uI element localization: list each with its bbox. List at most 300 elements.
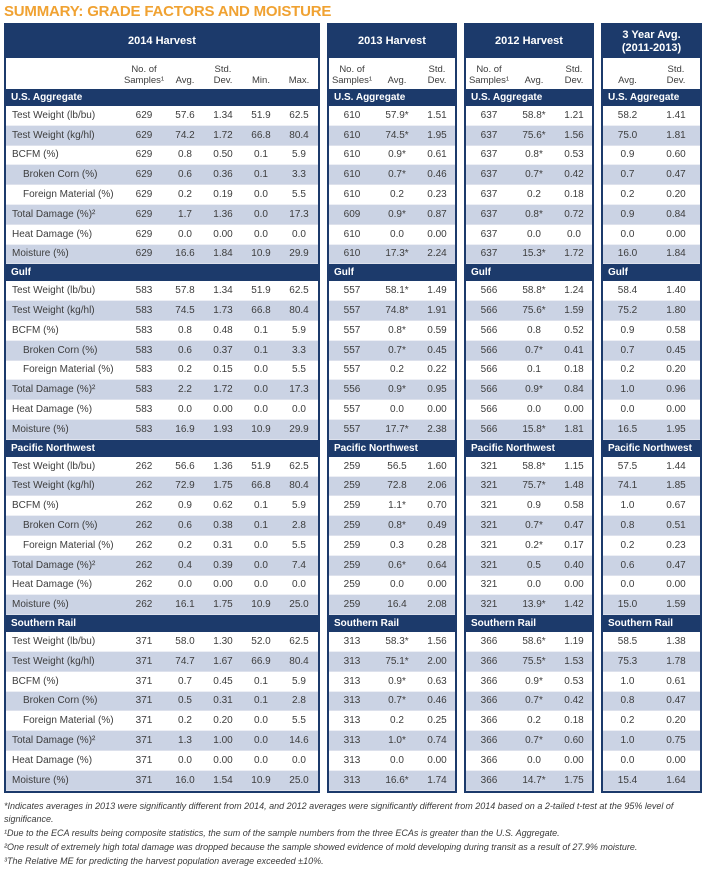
table-row <box>603 711 700 731</box>
data-cell: 2.00 <box>427 655 447 667</box>
table-row <box>6 380 318 400</box>
data-cell: 1.1* <box>388 500 406 512</box>
data-cell: 1.56 <box>427 636 447 648</box>
data-cell: 58.1* <box>385 285 409 297</box>
data-cell: 56.5 <box>387 460 407 472</box>
harvest-block-1 <box>327 23 457 793</box>
row-label: Foreign Material (%) <box>23 364 114 376</box>
data-cell: 0.00 <box>213 579 233 591</box>
table-row <box>466 652 592 672</box>
row-label: Test Weight (kg/hl) <box>12 305 95 317</box>
table-row <box>329 420 455 440</box>
table-row <box>329 301 455 321</box>
data-cell: 2.8 <box>292 695 306 707</box>
section-header: U.S. Aggregate <box>603 89 700 106</box>
data-cell: 0.8* <box>388 520 406 532</box>
row-label: Total Damage (%)² <box>12 384 96 396</box>
data-cell: 0.0 <box>390 579 404 591</box>
data-cell: 0.9* <box>388 149 406 161</box>
column-header-line: No. of <box>476 64 502 75</box>
data-cell: 1.78 <box>666 655 686 667</box>
table-row <box>329 341 455 361</box>
section-header: Pacific Northwest <box>6 440 318 457</box>
data-cell: 0.37 <box>213 344 233 356</box>
column-headers <box>466 58 592 89</box>
column-header-line: Std. <box>667 64 685 75</box>
table-row <box>603 205 700 225</box>
data-cell: 0.7* <box>525 169 543 181</box>
data-cell: 0.1 <box>254 675 268 687</box>
data-cell: 629 <box>135 228 153 240</box>
data-cell: 610 <box>343 169 361 181</box>
column-header-line: Samples¹ <box>123 75 165 86</box>
data-cell: 0.00 <box>427 579 447 591</box>
data-cell: 0.0 <box>390 754 404 766</box>
table-row <box>466 576 592 596</box>
row-label: BCFM (%) <box>12 675 59 687</box>
section-header: Gulf <box>329 264 455 281</box>
data-cell: 629 <box>135 208 153 220</box>
data-cell: 1.74 <box>427 774 447 786</box>
section-header: U.S. Aggregate <box>329 89 455 106</box>
data-cell: 0.19 <box>213 189 233 201</box>
table-row <box>6 185 318 205</box>
table-row <box>603 165 700 185</box>
table-row <box>6 146 318 166</box>
data-cell: 0.0 <box>620 404 635 416</box>
data-cell: 57.9* <box>385 109 409 121</box>
data-cell: 62.5 <box>289 285 309 297</box>
data-cell: 0.9 <box>620 208 635 220</box>
section-header: Southern Rail <box>329 615 455 632</box>
data-cell: 62.5 <box>289 636 309 648</box>
data-cell: 0.00 <box>666 228 686 240</box>
data-cell: 75.6* <box>522 129 546 141</box>
harvest-block-2 <box>464 23 594 793</box>
year-title: 2012 Harvest <box>495 35 563 47</box>
data-cell: 366 <box>480 735 498 746</box>
column-header-line: Std. <box>565 64 583 75</box>
data-cell: 1.80 <box>666 305 686 317</box>
data-cell: 3.3 <box>292 344 306 356</box>
data-cell: 583 <box>135 404 153 416</box>
data-cell: 262 <box>135 480 153 492</box>
data-cell: 629 <box>135 109 153 121</box>
data-cell: 0.0 <box>254 559 268 571</box>
data-cell: 0.53 <box>564 149 584 161</box>
data-cell: 0.75 <box>666 735 686 746</box>
data-cell: 0.47 <box>564 520 584 532</box>
data-cell: 262 <box>135 500 153 512</box>
data-cell: 16.1 <box>175 599 195 611</box>
data-cell: 1.00 <box>213 735 233 746</box>
data-cell: 0.1 <box>527 364 541 376</box>
data-cell: 0.2 <box>390 715 404 727</box>
data-cell: 16.6 <box>175 248 195 260</box>
column-headers <box>329 58 455 89</box>
table-row <box>603 751 700 771</box>
data-cell: 0.8* <box>525 149 543 161</box>
data-cell: 262 <box>135 579 153 591</box>
data-cell: 371 <box>135 774 153 786</box>
column-header-line: Samples¹ <box>468 75 510 86</box>
table-row <box>329 632 455 652</box>
data-cell: 0.1 <box>254 169 268 181</box>
data-cell: 366 <box>480 695 498 707</box>
column-header-line: Samples¹ <box>331 75 373 86</box>
data-cell: 0.8 <box>620 520 635 532</box>
data-cell: 1.36 <box>213 208 233 220</box>
data-cell: 259 <box>343 559 361 571</box>
column-header-line: No. of <box>131 64 157 75</box>
data-cell: 29.9 <box>289 248 309 260</box>
table-row <box>329 185 455 205</box>
row-label: Test Weight (kg/hl) <box>12 655 95 667</box>
data-cell: 2.2 <box>178 384 192 396</box>
table-row <box>466 380 592 400</box>
data-cell: 0.1 <box>254 520 268 532</box>
data-cell: 0.20 <box>666 189 686 201</box>
table-row <box>6 595 318 615</box>
data-cell: 0.60 <box>666 149 686 161</box>
data-cell: 51.9 <box>251 285 271 297</box>
data-cell: 7.4 <box>292 559 306 571</box>
page-title: SUMMARY: GRADE FACTORS AND MOISTURE <box>4 3 332 20</box>
data-cell: 366 <box>480 774 498 786</box>
section-header: Southern Rail <box>466 615 592 632</box>
table-row <box>603 420 700 440</box>
table-row <box>329 771 455 791</box>
row-label: Heat Damage (%) <box>12 228 93 240</box>
data-cell: 57.8 <box>175 285 195 297</box>
table-row <box>6 245 318 265</box>
data-cell: 0.6* <box>388 559 406 571</box>
data-cell: 1.36 <box>213 460 233 472</box>
table-row <box>6 632 318 652</box>
data-cell: 557 <box>343 344 361 356</box>
data-cell: 0.00 <box>213 754 233 766</box>
data-cell: 25.0 <box>289 774 309 786</box>
data-cell: 0.00 <box>213 404 233 416</box>
column-header <box>280 75 318 86</box>
data-cell: 0.6 <box>178 169 192 181</box>
data-cell: 583 <box>135 344 153 356</box>
data-cell: 313 <box>343 754 361 766</box>
data-cell: 10.9 <box>251 774 271 786</box>
data-cell: 321 <box>480 539 498 551</box>
data-cell: 0.00 <box>666 404 686 416</box>
column-header <box>556 64 592 86</box>
section-header: Gulf <box>466 264 592 281</box>
table-row <box>603 536 700 556</box>
data-cell: 0.9* <box>388 384 406 396</box>
data-cell: 1.3 <box>178 735 192 746</box>
data-cell: 259 <box>343 500 361 512</box>
section-header: U.S. Aggregate <box>6 89 318 106</box>
data-cell: 0.6 <box>178 344 192 356</box>
data-cell: 0.2 <box>390 364 404 376</box>
data-cell: 75.2 <box>617 305 638 317</box>
data-cell: 0.45 <box>666 344 686 356</box>
data-cell: 366 <box>480 715 498 727</box>
table-row <box>603 576 700 596</box>
footnote-0: *Indicates averages in 2013 were significantly different from 2014, and 2012 averages were significantly different from 2014 based on a 2-tailed t-test at the 95% level of significance. <box>4 800 674 824</box>
data-cell: 0.8 <box>527 324 541 336</box>
data-cell: 557 <box>343 364 361 376</box>
table-row <box>603 595 700 615</box>
data-cell: 259 <box>343 480 361 492</box>
row-label: Test Weight (kg/hl) <box>12 129 95 141</box>
data-cell: 321 <box>480 559 498 571</box>
column-headers <box>6 58 318 89</box>
data-cell: 0.15 <box>213 364 233 376</box>
data-cell: 371 <box>135 655 153 667</box>
year-title: 3 Year Avg. <box>622 28 681 41</box>
data-cell: 1.30 <box>213 636 233 648</box>
data-cell: 0.2 <box>620 364 635 376</box>
data-cell: 0.74 <box>427 735 447 746</box>
year-title: 2014 Harvest <box>128 35 196 47</box>
data-cell: 610 <box>343 149 361 161</box>
data-cell: 557 <box>343 285 361 297</box>
section-header: Pacific Northwest <box>329 440 455 457</box>
data-cell: 0.7 <box>620 344 635 356</box>
table-row <box>329 165 455 185</box>
column-header <box>419 64 455 86</box>
data-cell: 313 <box>343 675 361 687</box>
data-cell: 0.0 <box>254 364 268 376</box>
row-label: Test Weight (lb/bu) <box>12 460 96 472</box>
year-band <box>6 25 318 58</box>
table-row <box>466 536 592 556</box>
data-cell: 0.28 <box>427 539 447 551</box>
data-cell: 0.8 <box>620 695 635 707</box>
data-cell: 566 <box>480 305 498 317</box>
data-cell: 0.63 <box>427 675 447 687</box>
data-cell: 66.8 <box>251 480 271 492</box>
column-header-line: Dev. <box>666 75 686 86</box>
row-label: Foreign Material (%) <box>23 539 114 551</box>
data-cell: 0.7* <box>525 735 543 746</box>
data-cell: 0.9* <box>525 384 543 396</box>
table-row <box>329 380 455 400</box>
data-cell: 262 <box>135 460 153 472</box>
table-row <box>466 225 592 245</box>
data-cell: 2.8 <box>292 520 306 532</box>
data-cell: 557 <box>343 324 361 336</box>
data-cell: 1.15 <box>564 460 584 472</box>
table-row <box>329 146 455 166</box>
section-header: U.S. Aggregate <box>466 89 592 106</box>
data-cell: 16.6* <box>385 774 409 786</box>
data-cell: 1.72 <box>213 384 233 396</box>
data-cell: 0.42 <box>564 695 584 707</box>
footnote-3: ³The Relative ME for predicting the harvest population average exceeded ±10%. <box>4 856 324 866</box>
table-row <box>329 692 455 712</box>
data-cell: 321 <box>480 500 498 512</box>
data-cell: 637 <box>480 149 498 161</box>
data-cell: 5.5 <box>292 189 306 201</box>
data-cell: 259 <box>343 460 361 472</box>
data-cell: 0.42 <box>564 169 584 181</box>
data-cell: 0.48 <box>213 324 233 336</box>
data-cell: 0.45 <box>213 675 233 687</box>
data-cell: 0.18 <box>564 364 584 376</box>
row-label: Broken Corn (%) <box>23 169 98 181</box>
table-row <box>329 457 455 477</box>
table-row <box>329 711 455 731</box>
data-cell: 0.0 <box>254 404 268 416</box>
data-cell: 262 <box>135 520 153 532</box>
table-row <box>603 652 700 672</box>
data-cell: 0.0 <box>254 579 268 591</box>
data-cell: 1.34 <box>213 109 233 121</box>
summary-table <box>0 23 706 793</box>
data-cell: 0.47 <box>666 559 686 571</box>
table-row <box>6 672 318 692</box>
column-header-line: Std. <box>214 64 232 75</box>
table-row <box>329 652 455 672</box>
table-row <box>466 496 592 516</box>
data-cell: 0.7* <box>388 169 406 181</box>
table-row <box>6 281 318 301</box>
table-row <box>466 146 592 166</box>
data-cell: 51.9 <box>251 460 271 472</box>
data-cell: 17.3 <box>289 384 309 396</box>
table-row <box>603 556 700 576</box>
data-cell: 0.6 <box>620 559 635 571</box>
data-cell: 0.20 <box>666 715 686 727</box>
data-cell: 0.47 <box>666 695 686 707</box>
data-cell: 1.75 <box>564 774 584 786</box>
data-cell: 5.5 <box>292 539 306 551</box>
data-cell: 74.5* <box>385 129 409 141</box>
table-row <box>329 400 455 420</box>
data-cell: 0.00 <box>427 754 447 766</box>
data-cell: 0.61 <box>666 675 686 687</box>
data-cell: 0.00 <box>564 579 584 591</box>
data-cell: 0.9* <box>388 208 406 220</box>
year-title: 2013 Harvest <box>358 35 426 47</box>
table-row <box>466 361 592 381</box>
data-cell: 0.50 <box>213 149 233 161</box>
data-cell: 0.1 <box>254 500 268 512</box>
row-label: Broken Corn (%) <box>23 520 98 532</box>
table-row <box>329 496 455 516</box>
data-cell: 80.4 <box>289 305 309 317</box>
data-cell: 1.73 <box>213 305 233 317</box>
column-header <box>242 75 280 86</box>
table-row <box>603 771 700 791</box>
data-cell: 566 <box>480 404 498 416</box>
data-cell: 1.0 <box>620 675 635 687</box>
table-row <box>603 731 700 751</box>
table-row <box>603 457 700 477</box>
harvest-block-0 <box>4 23 320 793</box>
data-cell: 583 <box>135 364 153 376</box>
data-cell: 0.46 <box>427 695 447 707</box>
data-cell: 1.0 <box>620 735 635 746</box>
data-cell: 1.0 <box>620 500 635 512</box>
column-header-line: No. of <box>339 64 365 75</box>
data-cell: 74.2 <box>175 129 195 141</box>
data-cell: 17.7* <box>385 423 409 435</box>
data-cell: 313 <box>343 636 361 648</box>
data-cell: 75.1* <box>385 655 409 667</box>
row-label: Test Weight (kg/hl) <box>12 480 95 492</box>
table-row <box>329 516 455 536</box>
table-row <box>466 185 592 205</box>
data-cell: 5.5 <box>292 715 306 727</box>
data-cell: 1.54 <box>213 774 233 786</box>
table-row <box>466 595 592 615</box>
data-cell: 0.49 <box>427 520 447 532</box>
data-cell: 13.9* <box>522 599 546 611</box>
data-cell: 0.84 <box>666 208 686 220</box>
data-cell: 371 <box>135 735 153 746</box>
table-row <box>466 321 592 341</box>
section-header: Southern Rail <box>603 615 700 632</box>
data-cell: 313 <box>343 715 361 727</box>
data-cell: 3.3 <box>292 169 306 181</box>
harvest-block-3 <box>601 23 702 793</box>
data-cell: 0.0 <box>254 735 268 746</box>
data-cell: 5.9 <box>292 500 306 512</box>
table-row <box>603 185 700 205</box>
column-header <box>652 64 700 86</box>
column-header <box>603 75 652 86</box>
data-cell: 583 <box>135 384 153 396</box>
table-row <box>603 361 700 381</box>
table-row <box>603 126 700 146</box>
table-row <box>466 692 592 712</box>
data-cell: 1.84 <box>666 248 686 260</box>
data-cell: 0.58 <box>666 324 686 336</box>
data-cell: 17.3 <box>289 208 309 220</box>
data-cell: 0.00 <box>564 754 584 766</box>
section-header: Gulf <box>6 264 318 281</box>
data-cell: 0.2 <box>178 364 192 376</box>
table-row <box>6 301 318 321</box>
data-cell: 0.9 <box>178 500 192 512</box>
data-cell: 0.0 <box>292 754 306 766</box>
data-cell: 556 <box>343 384 361 396</box>
data-cell: 371 <box>135 675 153 687</box>
table-row <box>329 361 455 381</box>
data-cell: 0.7 <box>178 675 192 687</box>
table-row <box>466 457 592 477</box>
data-cell: 0.41 <box>564 344 584 356</box>
year-band <box>603 25 700 58</box>
data-cell: 0.25 <box>427 715 447 727</box>
data-cell: 262 <box>135 539 153 551</box>
data-cell: 1.53 <box>564 655 584 667</box>
row-label: Moisture (%) <box>12 423 69 435</box>
footnotes <box>0 793 706 869</box>
table-row <box>466 281 592 301</box>
data-cell: 259 <box>343 520 361 532</box>
data-cell: 0.40 <box>564 559 584 571</box>
data-cell: 1.19 <box>564 636 584 648</box>
column-header <box>512 75 556 86</box>
data-cell: 58.0 <box>175 636 195 648</box>
data-cell: 566 <box>480 364 498 376</box>
row-label: Moisture (%) <box>12 774 69 786</box>
data-cell: 371 <box>135 695 153 707</box>
data-cell: 2.24 <box>427 248 447 260</box>
table-row <box>6 652 318 672</box>
data-cell: 5.9 <box>292 149 306 161</box>
